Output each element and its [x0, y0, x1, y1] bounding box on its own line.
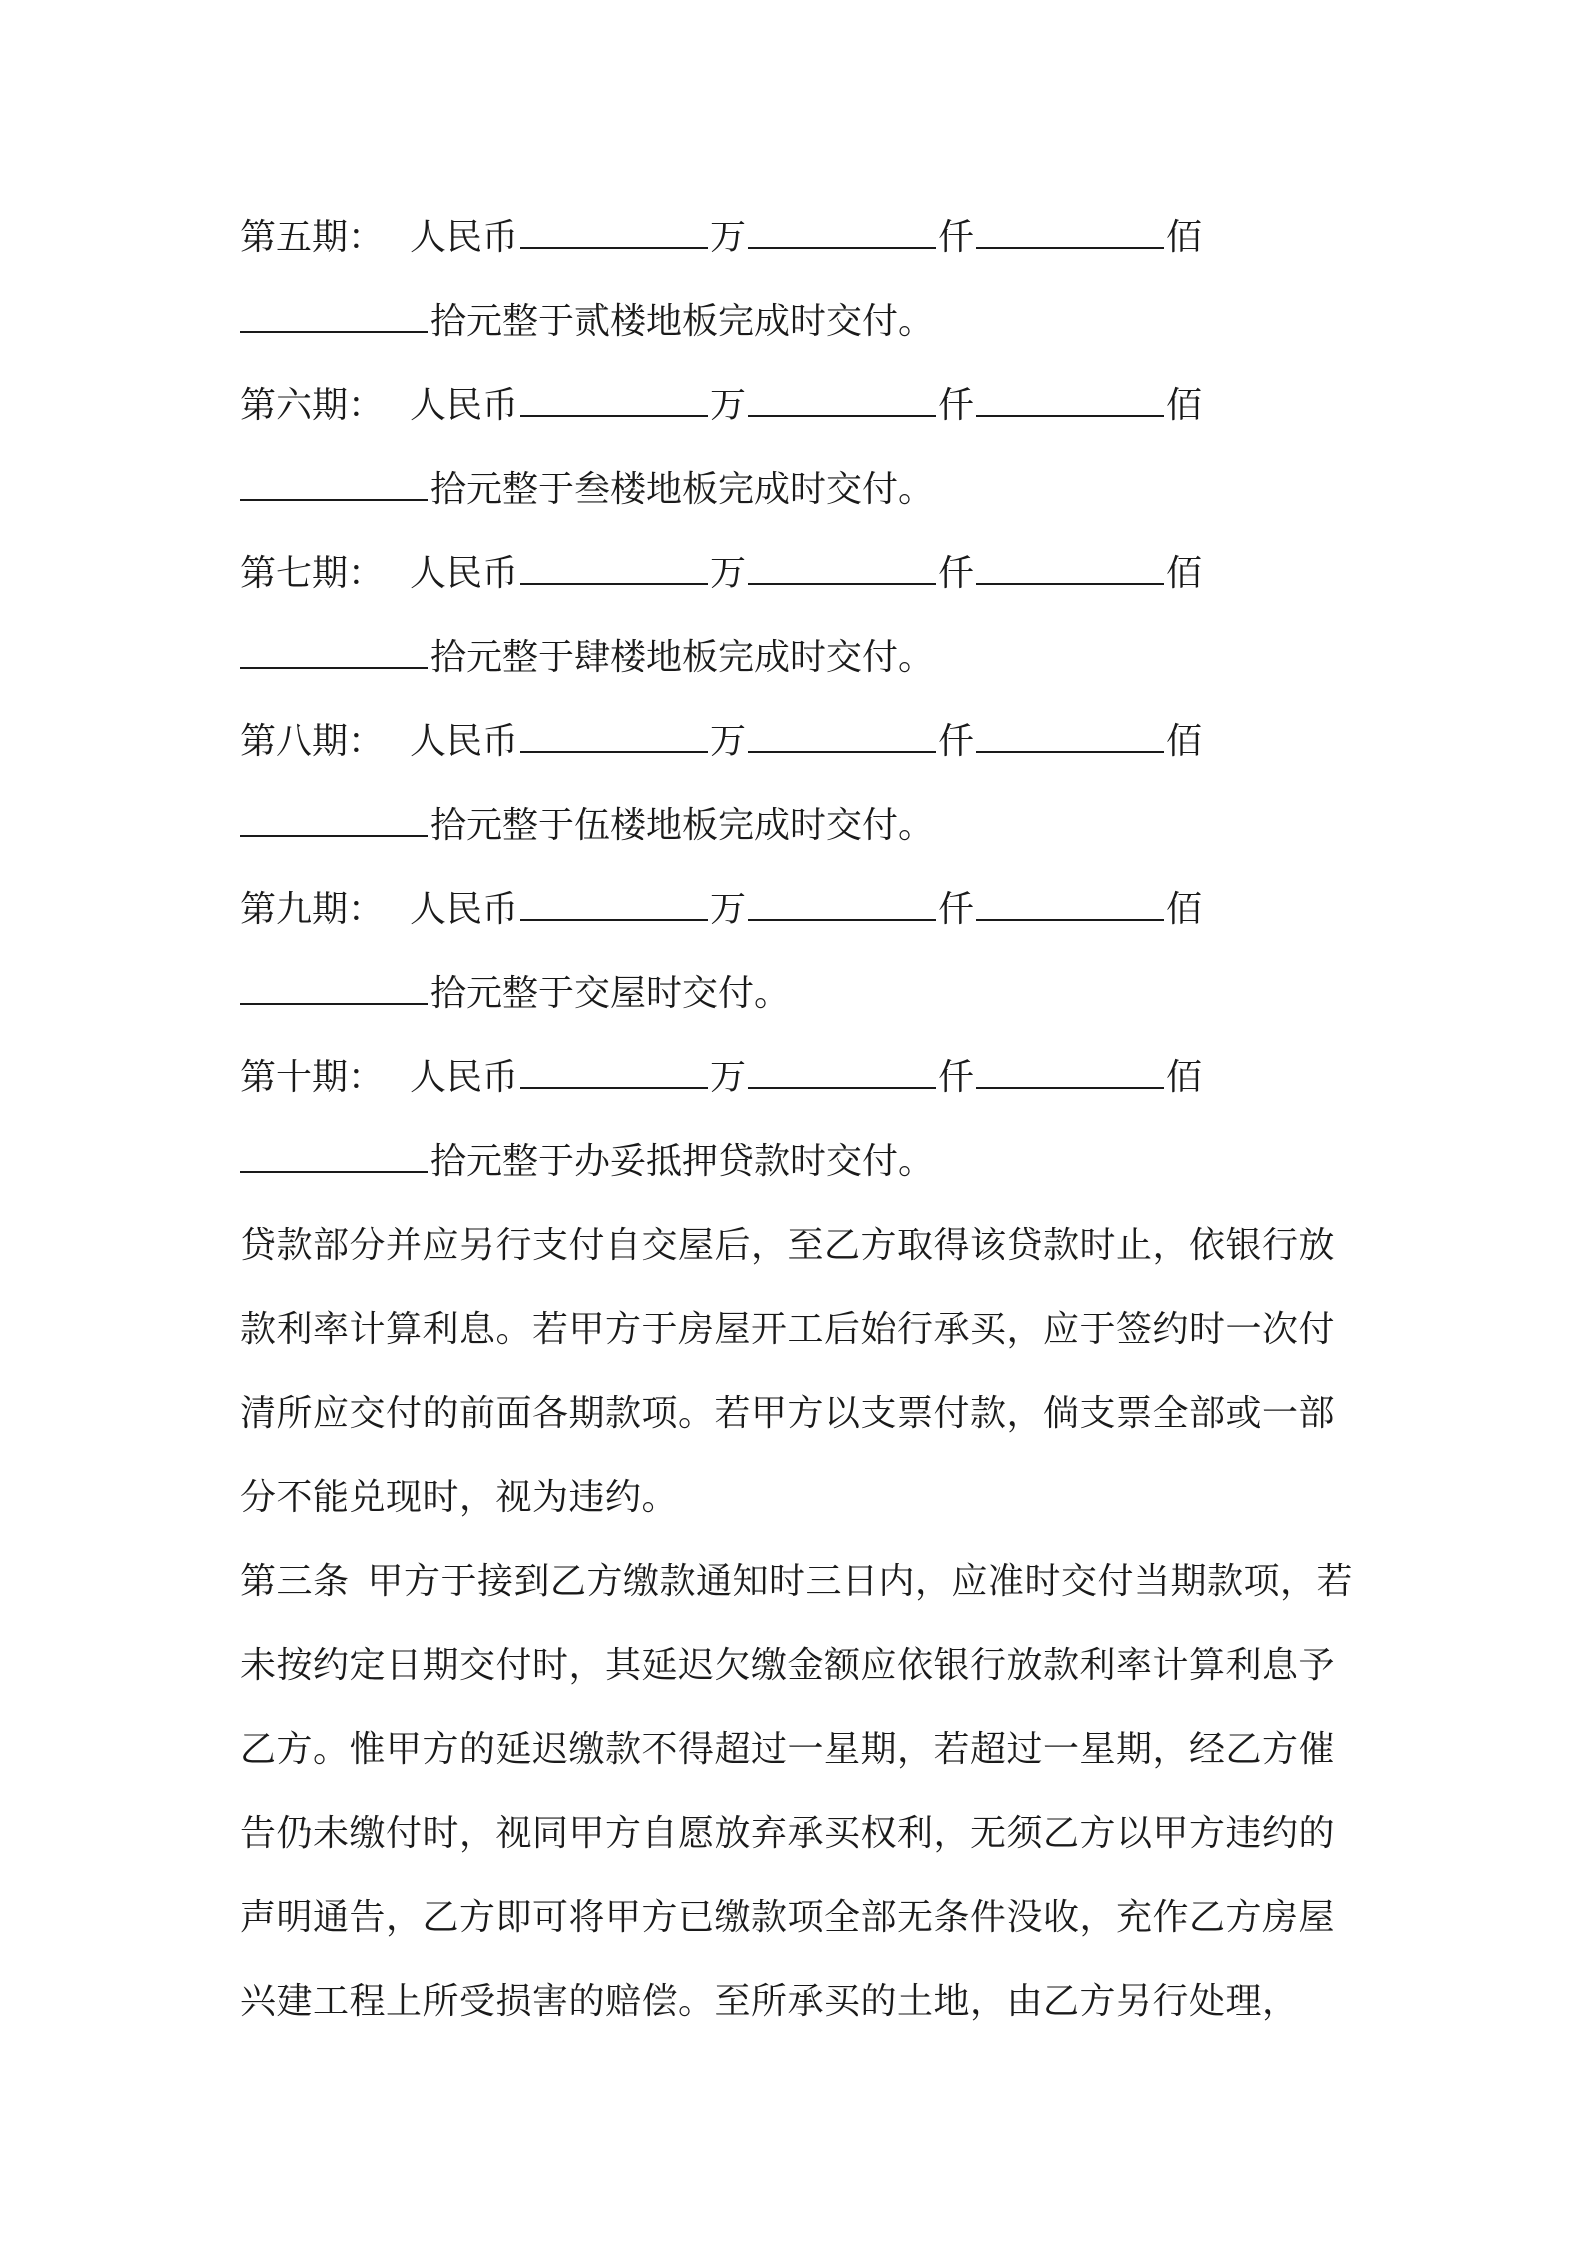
amount-blank	[976, 385, 1164, 417]
article-title: 第三条	[240, 1561, 350, 1602]
unit-qian: 仟	[938, 889, 975, 930]
amount-blank	[240, 1141, 428, 1173]
article-three	[240, 1540, 1360, 2044]
amount-blank	[240, 301, 428, 333]
installment-row	[240, 532, 1360, 616]
installment-label: 第八期：	[240, 721, 385, 762]
contract-page	[240, 196, 1360, 2044]
installment-continuation	[240, 448, 1360, 532]
unit-qian: 仟	[938, 385, 975, 426]
currency-label: 人民币	[410, 889, 519, 930]
currency-label: 人民币	[410, 721, 519, 762]
installment-row	[240, 196, 1360, 280]
unit-bai: 佰	[1166, 889, 1203, 930]
amount-blank	[748, 1057, 936, 1089]
amount-blank	[748, 553, 936, 585]
unit-bai: 佰	[1166, 217, 1203, 258]
amount-blank	[520, 721, 708, 753]
unit-wan: 万	[710, 385, 747, 426]
amount-blank	[748, 217, 936, 249]
article-text: 甲方于接到乙方缴款通知时三日内，应准时交付当期款项，若未按约定日期交付时，其延迟欠缴金额应依银行放款利率计算利息予乙方。惟甲方的延迟缴款不得超过一星期，若超过一星期，经乙方催告仍未缴付时，视同甲方自愿放弃承买权利，无须乙方以甲方违约的声明通告，乙方即可将甲方已缴款项全部无条件没收，充作乙方房屋兴建工程上所受损害的赔偿。至所承买的土地，由乙方另行处理，	[240, 1561, 1354, 2022]
installment-row	[240, 868, 1360, 952]
unit-bai: 佰	[1166, 1057, 1203, 1098]
installment-terms: 拾元整于办妥抵押贷款时交付。	[430, 1141, 935, 1182]
unit-qian: 仟	[938, 1057, 975, 1098]
amount-blank	[240, 469, 428, 501]
installment-continuation	[240, 784, 1360, 868]
installment-label: 第七期：	[240, 553, 385, 594]
amount-blank	[976, 553, 1164, 585]
amount-blank	[976, 1057, 1164, 1089]
currency-label: 人民币	[410, 553, 519, 594]
installment-label: 第九期：	[240, 889, 385, 930]
unit-wan: 万	[710, 553, 747, 594]
unit-wan: 万	[710, 1057, 747, 1098]
amount-blank	[748, 721, 936, 753]
unit-bai: 佰	[1166, 553, 1203, 594]
installment-terms: 拾元整于肆楼地板完成时交付。	[430, 637, 935, 678]
amount-blank	[748, 385, 936, 417]
amount-blank	[240, 637, 428, 669]
installment-label: 第五期：	[240, 217, 385, 258]
installment-label: 第十期：	[240, 1057, 385, 1098]
installment-label: 第六期：	[240, 385, 385, 426]
unit-qian: 仟	[938, 553, 975, 594]
installment-terms: 拾元整于贰楼地板完成时交付。	[430, 301, 935, 342]
installment-continuation	[240, 280, 1360, 364]
unit-wan: 万	[710, 721, 747, 762]
installment-continuation	[240, 1120, 1360, 1204]
currency-label: 人民币	[410, 385, 519, 426]
amount-blank	[520, 1057, 708, 1089]
amount-blank	[520, 889, 708, 921]
installment-row	[240, 700, 1360, 784]
installment-continuation	[240, 616, 1360, 700]
currency-label: 人民币	[410, 1057, 519, 1098]
amount-blank	[520, 385, 708, 417]
installment-terms: 拾元整于叁楼地板完成时交付。	[430, 469, 935, 510]
installment-terms: 拾元整于伍楼地板完成时交付。	[430, 805, 935, 846]
amount-blank	[976, 889, 1164, 921]
installment-terms: 拾元整于交屋时交付。	[430, 973, 791, 1014]
amount-blank	[240, 973, 428, 1005]
amount-blank	[240, 805, 428, 837]
installment-continuation	[240, 952, 1360, 1036]
amount-blank	[520, 217, 708, 249]
unit-qian: 仟	[938, 721, 975, 762]
amount-blank	[748, 889, 936, 921]
unit-wan: 万	[710, 217, 747, 258]
amount-blank	[976, 721, 1164, 753]
unit-bai: 佰	[1166, 721, 1203, 762]
installment-row	[240, 1036, 1360, 1120]
unit-bai: 佰	[1166, 385, 1203, 426]
currency-label: 人民币	[410, 217, 519, 258]
installment-row	[240, 364, 1360, 448]
amount-blank	[976, 217, 1164, 249]
loan-interest-paragraph: 贷款部分并应另行支付自交屋后，至乙方取得该贷款时止，依银行放款利率计算利息。若甲方于房屋开工后始行承买，应于签约时一次付清所应交付的前面各期款项。若甲方以支票付款，倘支票全部或一部分不能兑现时，视为违约。	[240, 1225, 1336, 1518]
amount-blank	[520, 553, 708, 585]
unit-wan: 万	[710, 889, 747, 930]
unit-qian: 仟	[938, 217, 975, 258]
